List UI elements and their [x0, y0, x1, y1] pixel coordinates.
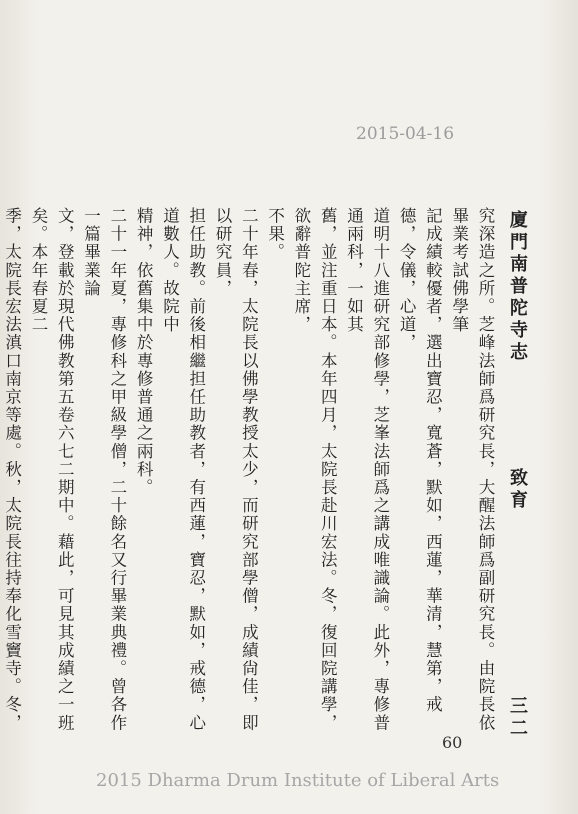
book-title: 廈門南普陀寺志: [507, 210, 528, 364]
text-column: 究深造之所。芝峰法師爲研究長，大醒法師爲副研究長。由院長依畢業考試佛學筆: [449, 207, 495, 732]
watermark: 2015 Dharma Drum Institute of Liberal Arts: [96, 770, 500, 791]
text-column: 文，登載於現代佛教第五卷六七二期中。藉此，可見其成績之一班矣。本年春夏二: [28, 207, 75, 732]
text-column: 担任助教。前後相繼担任助教者，有西蓮，寶忍，默如，戒德，心道數人。故院中: [160, 207, 206, 732]
date-stamp: 2015-04-16: [356, 124, 455, 144]
text-column: 道明十八進研究部修學，芝峯法師爲之講成唯識論。此外，專修普通兩科，一如其: [344, 207, 390, 732]
section-author: 致育: [507, 468, 528, 512]
text-column: 二十一年夏，專修科之甲級學僧，二十餘名又行畢業典禮。曾各作一篇畢業論: [81, 207, 127, 732]
text-column: 舊，並注重日本。本年四月，太院長赴川宏法。冬，復回院講學，欲辭普陀主席，: [291, 207, 338, 732]
vertical-body-text: [2, 207, 498, 737]
text-column: 記成績較優者，選出寶忍，寬蒼，默如，西蓮，華清，慧第，戒德，令儀，心道，: [397, 207, 443, 714]
text-column: 二十年春，太院長以佛學教授太少，而研究部學僧，成績尙佳，即以研究員，: [213, 207, 259, 732]
page-number: 60: [442, 733, 463, 752]
running-header: [506, 210, 530, 750]
text-column: 不果。: [265, 207, 285, 262]
chinese-page-number: 三二: [507, 696, 528, 740]
text-column: 精神，依舊集中於專修普通之兩科。: [134, 207, 154, 497]
text-column: 季，太院長宏法滇口南京等處。秋，太院長往持奉化雪竇寺。冬，: [2, 207, 22, 732]
